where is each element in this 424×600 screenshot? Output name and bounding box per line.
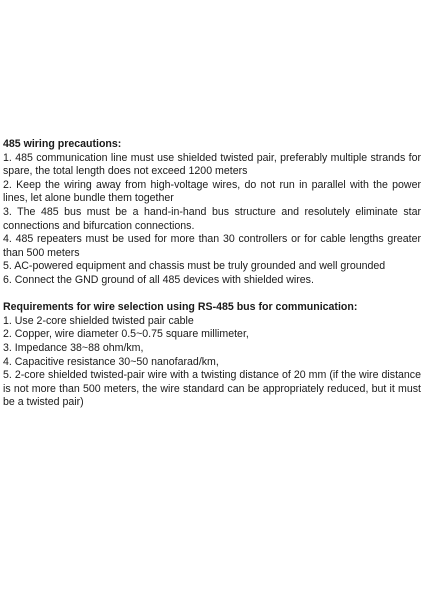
document-body — [3, 138, 421, 410]
wiring-precaution-3: 3. The 485 bus must be a hand-in-hand bus structure and resolutely eliminate star connections and bifurcation connections. — [3, 205, 421, 232]
section-title-wire-requirements: Requirements for wire selection using RS-485 bus for communication: — [3, 301, 358, 314]
wire-requirement-2: 2. Copper, wire diameter 0.5~0.75 square millimeter, — [3, 328, 249, 341]
wiring-precaution-5: 5. AC-powered equipment and chassis must be truly grounded and well grounded — [3, 260, 386, 273]
section-title-wiring-precautions: 485 wiring precautions: — [3, 138, 122, 150]
wiring-precaution-1: 1. 485 communication line must use shielded twisted pair, preferably multiple strands for spare, the total length does not exceed 1200 meters — [3, 151, 421, 178]
wire-requirement-5: 5. 2-core shielded twisted-pair wire with a twisting distance of 20 mm (if the wire distance is not more than 500 meters, the wire standard can be appropriately reduced, but it must be a twisted pair) — [3, 369, 421, 409]
section-spacer — [3, 288, 421, 302]
wire-requirement-4: 4. Capacitive resistance 30~50 nanofarad/km, — [3, 355, 219, 368]
wire-requirement-1: 1. Use 2-core shielded twisted pair cable — [3, 314, 194, 327]
wiring-precaution-6: 6. Connect the GND ground of all 485 devices with shielded wires. — [3, 273, 314, 286]
wiring-precaution-2: 2. Keep the wiring away from high-voltage wires, do not run in parallel with the power lines, let alone bundle them together — [3, 178, 421, 205]
wire-requirement-3: 3. Impedance 38~88 ohm/km, — [3, 341, 144, 354]
wiring-precaution-4: 4. 485 repeaters must be used for more than 30 controllers or for cable lengths greater than 500 meters — [3, 233, 421, 259]
